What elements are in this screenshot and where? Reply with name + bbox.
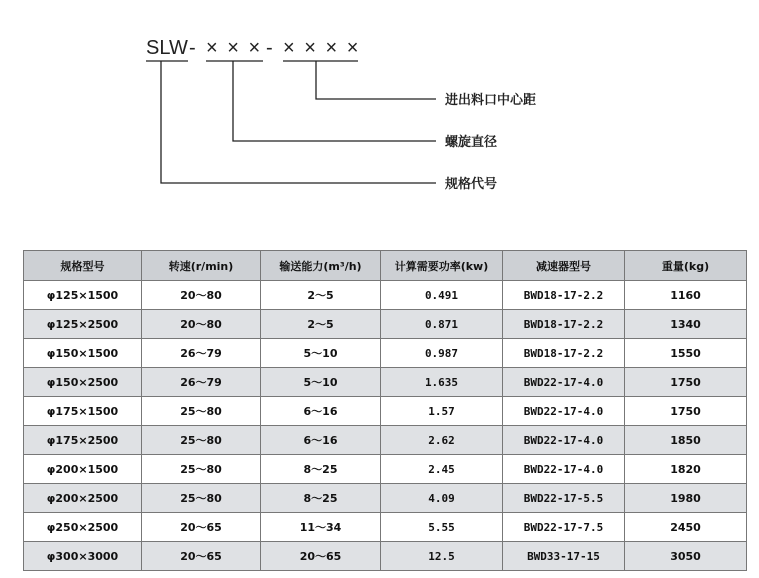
table-row <box>24 281 747 310</box>
cell-reducer: BWD22-17-4.0 <box>503 397 625 426</box>
cell-model: φ175×2500 <box>24 426 142 455</box>
cell-model: φ125×2500 <box>24 310 142 339</box>
cell-weight: 1340 <box>625 310 747 339</box>
table-header-row <box>24 251 747 281</box>
cell-weight: 1980 <box>625 484 747 513</box>
header-reducer: 减速器型号 <box>503 251 625 281</box>
cell-reducer: BWD22-17-4.0 <box>503 368 625 397</box>
leader-screw-diameter <box>233 61 436 141</box>
table-row <box>24 542 747 571</box>
cell-model: φ125×1500 <box>24 281 142 310</box>
table-row <box>24 455 747 484</box>
cell-speed: 20～65 <box>142 513 261 542</box>
header-speed: 转速(r/min) <box>142 251 261 281</box>
cell-speed: 20～80 <box>142 310 261 339</box>
cell-capacity: 8～25 <box>261 484 381 513</box>
code-dash-2: - <box>266 37 273 59</box>
cell-weight: 1750 <box>625 368 747 397</box>
cell-power: 2.45 <box>381 455 503 484</box>
cell-model: φ150×2500 <box>24 368 142 397</box>
label-screw-diameter: 螺旋直径 <box>445 135 498 150</box>
cell-speed: 25～80 <box>142 455 261 484</box>
code-dash-1: - <box>189 37 196 59</box>
cell-power: 1.635 <box>381 368 503 397</box>
header-power: 计算需要功率(kw) <box>381 251 503 281</box>
cell-speed: 20～80 <box>142 281 261 310</box>
cell-weight: 1550 <box>625 339 747 368</box>
table-row <box>24 484 747 513</box>
cell-speed: 20～65 <box>142 542 261 571</box>
cell-power: 0.491 <box>381 281 503 310</box>
cell-reducer: BWD18-17-2.2 <box>503 339 625 368</box>
cell-speed: 25～80 <box>142 397 261 426</box>
table-row <box>24 426 747 455</box>
label-spec-code: 规格代号 <box>445 177 498 192</box>
header-model: 规格型号 <box>24 251 142 281</box>
cell-power: 5.55 <box>381 513 503 542</box>
cell-reducer: BWD22-17-4.0 <box>503 426 625 455</box>
cell-power: 2.62 <box>381 426 503 455</box>
cell-power: 0.871 <box>381 310 503 339</box>
cell-reducer: BWD22-17-7.5 <box>503 513 625 542</box>
code-prefix: SLW <box>146 37 188 59</box>
leader-center-distance <box>316 61 436 99</box>
cell-weight: 2450 <box>625 513 747 542</box>
table-row <box>24 397 747 426</box>
cell-speed: 25～80 <box>142 484 261 513</box>
cell-capacity: 11～34 <box>261 513 381 542</box>
cell-reducer: BWD18-17-2.2 <box>503 281 625 310</box>
label-center-distance: 进出料口中心距 <box>445 93 537 108</box>
code-group-1: × × × <box>206 37 263 59</box>
cell-model: φ200×1500 <box>24 455 142 484</box>
model-code-diagram <box>0 0 759 215</box>
cell-model: φ200×2500 <box>24 484 142 513</box>
cell-capacity: 6～16 <box>261 397 381 426</box>
cell-capacity: 20～65 <box>261 542 381 571</box>
cell-capacity: 2～5 <box>261 281 381 310</box>
cell-weight: 1750 <box>625 397 747 426</box>
table-row <box>24 513 747 542</box>
cell-capacity: 5～10 <box>261 339 381 368</box>
cell-capacity: 5～10 <box>261 368 381 397</box>
cell-capacity: 8～25 <box>261 455 381 484</box>
cell-power: 1.57 <box>381 397 503 426</box>
cell-power: 12.5 <box>381 542 503 571</box>
leader-spec-code <box>161 61 436 183</box>
cell-model: φ300×3000 <box>24 542 142 571</box>
cell-reducer: BWD18-17-2.2 <box>503 310 625 339</box>
cell-speed: 26～79 <box>142 368 261 397</box>
cell-power: 0.987 <box>381 339 503 368</box>
cell-reducer: BWD33-17-15 <box>503 542 625 571</box>
header-capacity: 输送能力(m³/h) <box>261 251 381 281</box>
cell-speed: 25～80 <box>142 426 261 455</box>
cell-capacity: 2～5 <box>261 310 381 339</box>
cell-reducer: BWD22-17-4.0 <box>503 455 625 484</box>
code-group-2: × × × × <box>283 37 361 59</box>
cell-weight: 1820 <box>625 455 747 484</box>
cell-model: φ250×2500 <box>24 513 142 542</box>
cell-capacity: 6～16 <box>261 426 381 455</box>
cell-speed: 26～79 <box>142 339 261 368</box>
table-row <box>24 339 747 368</box>
table-row <box>24 310 747 339</box>
cell-reducer: BWD22-17-5.5 <box>503 484 625 513</box>
cell-weight: 1160 <box>625 281 747 310</box>
table-row <box>24 368 747 397</box>
spec-table <box>23 250 747 571</box>
cell-model: φ150×1500 <box>24 339 142 368</box>
header-weight: 重量(kg) <box>625 251 747 281</box>
cell-weight: 1850 <box>625 426 747 455</box>
cell-weight: 3050 <box>625 542 747 571</box>
cell-model: φ175×1500 <box>24 397 142 426</box>
cell-power: 4.09 <box>381 484 503 513</box>
